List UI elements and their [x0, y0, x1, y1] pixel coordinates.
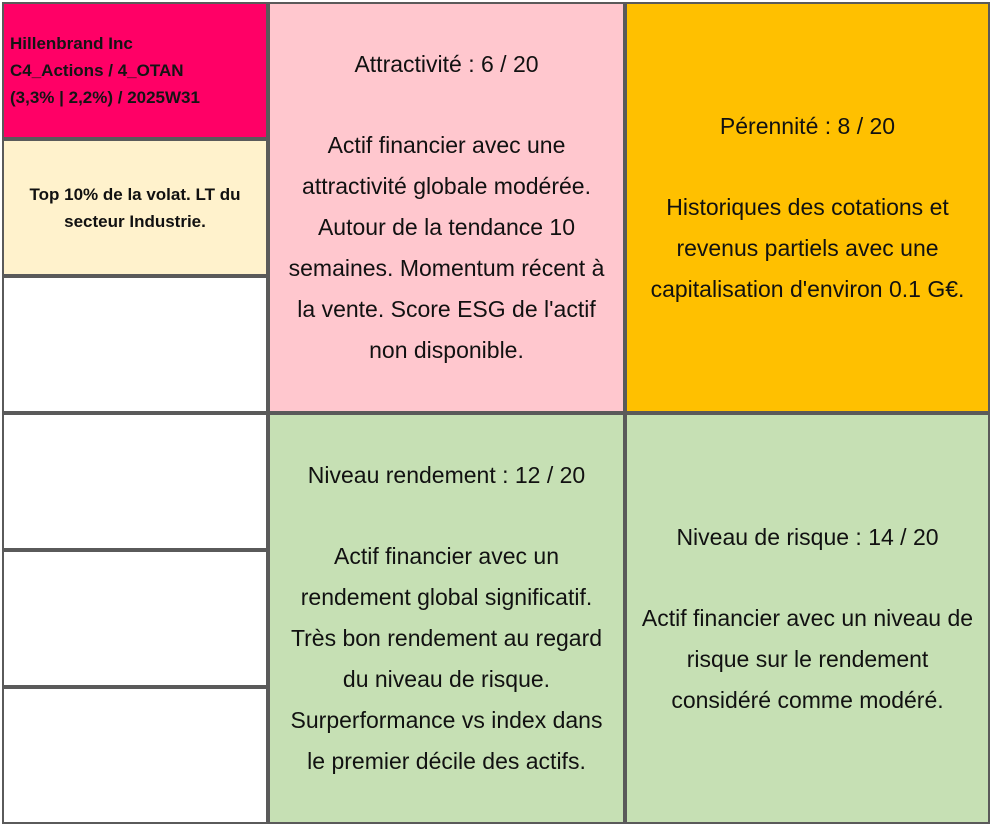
rendement-desc-line: Surperformance vs index dans: [290, 707, 603, 733]
asset-title-cell: [2, 2, 268, 139]
perennite-title: Pérennité : 8 / 20: [719, 112, 896, 139]
perennite-cell: [625, 2, 990, 413]
perennite-desc-line: capitalisation d'environ 0.1 G€.: [650, 275, 965, 302]
rendement-desc-line: rendement global significatif.: [300, 584, 593, 610]
risque-title: Niveau de risque : 14 / 20: [676, 523, 939, 550]
risque-desc-line: considéré comme modéré.: [671, 686, 944, 713]
volatility-tag-cell: [2, 139, 268, 276]
attractivite-title: Attractivité : 6 / 20: [354, 51, 539, 77]
rendement-title: Niveau rendement : 12 / 20: [307, 462, 586, 488]
volatility-tag-line-1: Top 10% de la volat. LT du: [29, 184, 241, 204]
empty-cell-3: [2, 550, 268, 687]
attractivite-desc-line: semaines. Momentum récent à: [288, 255, 605, 281]
attractivite-desc-line: Actif financier avec une: [327, 132, 566, 158]
rendement-cell: [268, 413, 625, 824]
empty-cell-1: [2, 276, 268, 413]
attractivite-cell: [268, 2, 625, 413]
empty-cell-4: [2, 687, 268, 824]
empty-cell-2: [2, 413, 268, 550]
asset-rates: (3,3% | 2,2%) / 2025W31: [10, 88, 200, 107]
perennite-desc-line: revenus partiels avec une: [676, 234, 939, 261]
attractivite-desc-line: Autour de la tendance 10: [317, 214, 576, 240]
asset-category: C4_Actions / 4_OTAN: [10, 61, 184, 80]
risque-cell: [625, 413, 990, 824]
rendement-desc-line: Actif financier avec un: [333, 543, 559, 569]
attractivite-desc-line: attractivité globale modérée.: [302, 173, 591, 199]
asset-name: Hillenbrand Inc: [10, 34, 133, 53]
perennite-desc-line: Historiques des cotations et: [666, 193, 949, 220]
rendement-desc-line: le premier décile des actifs.: [307, 748, 586, 774]
rendement-desc-line: Très bon rendement au regard: [290, 625, 603, 651]
risque-desc-line: risque sur le rendement: [686, 645, 929, 672]
volatility-tag-line-2: secteur Industrie.: [64, 211, 206, 231]
attractivite-desc-line: non disponible.: [369, 337, 524, 363]
rendement-desc-line: du niveau de risque.: [342, 666, 551, 692]
attractivite-desc-line: la vente. Score ESG de l'actif: [297, 296, 596, 322]
risque-desc-line: Actif financier avec un niveau de: [641, 604, 974, 631]
